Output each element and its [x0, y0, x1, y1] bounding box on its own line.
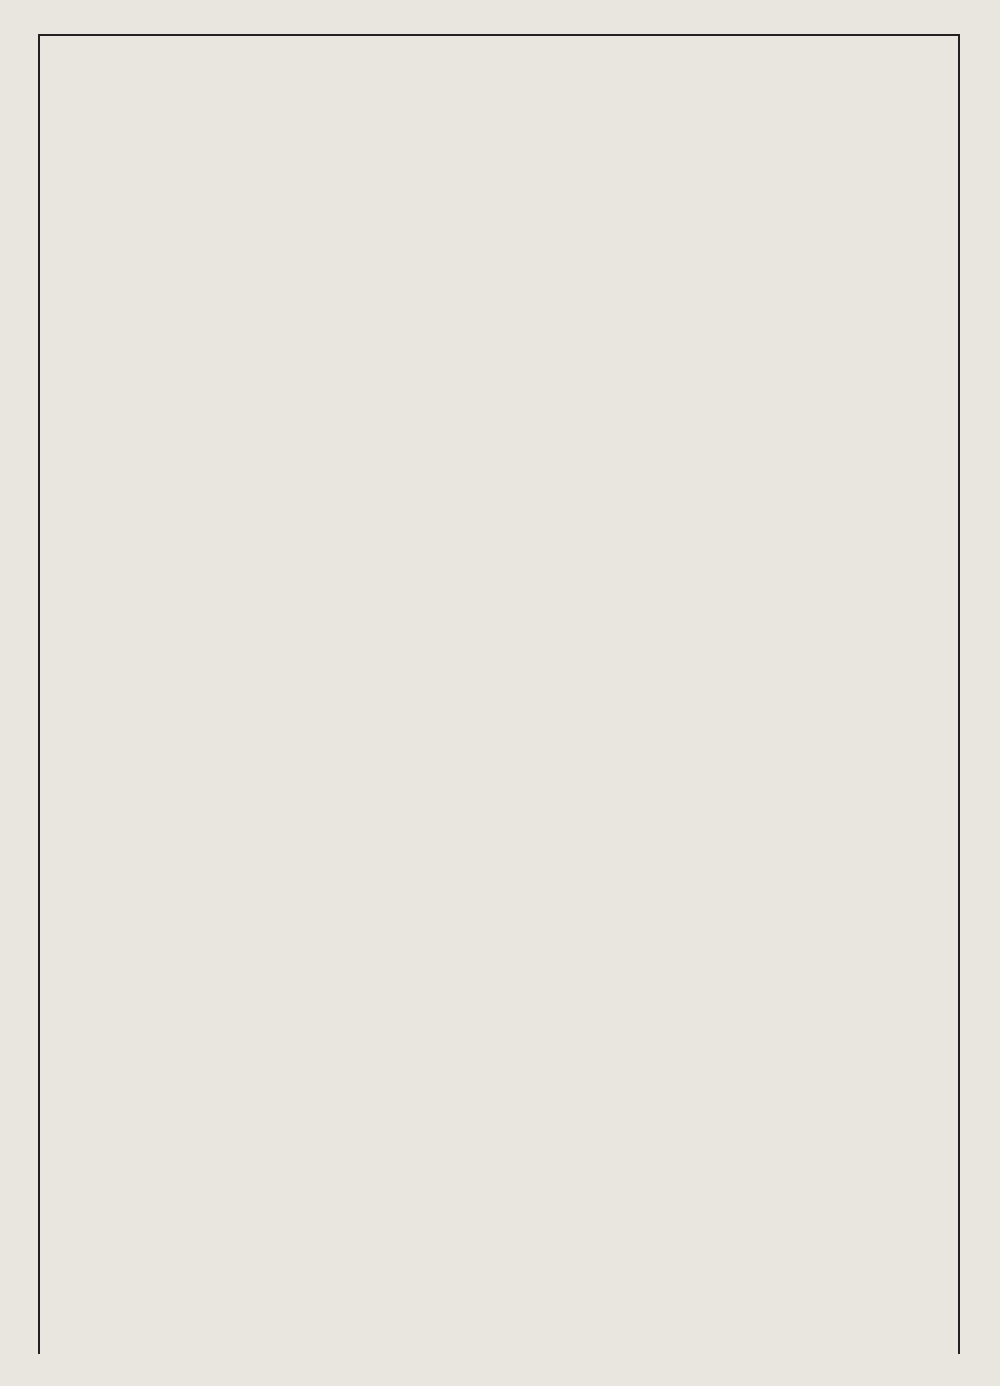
page-frame — [38, 34, 960, 1354]
